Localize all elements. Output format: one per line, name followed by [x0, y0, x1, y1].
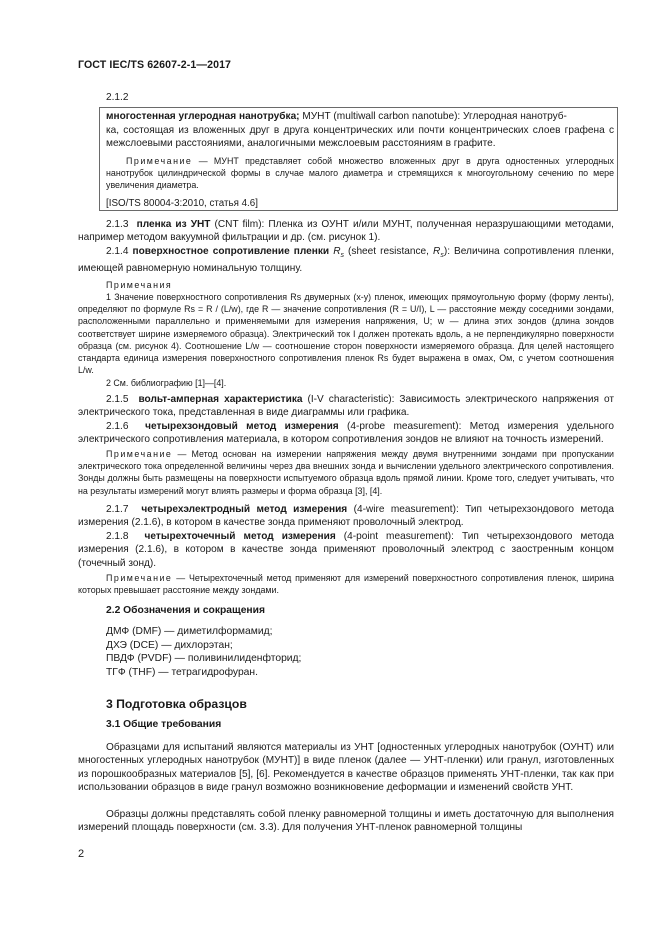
clause-2-1-6: 2.1.6 четырехзондовый метод измерения (4-probe measurement): Метод измерения удельного электрического сопротивления материала, в котором сопротивления зондов не влияют на точность измерений. — [78, 421, 614, 446]
section-heading-2-2: 2.2 Обозначения и сокращения — [106, 605, 265, 616]
clause-2-1-2: многостенная углеродная нанотрубка; МУНТ (multiwall carbon nanotube): Углеродная нанотруб- — [106, 111, 567, 122]
clause-2-1-2-definition: ка, состоящая из вложенных друг в друга концентрических или почти концентрических слоев графена с межслоевыми расстояниями, аналогичными межслоевым расстояниям в графите. — [106, 125, 614, 150]
term-2-1-5: вольт-амперная характеристика — [138, 394, 303, 405]
term-2-1-4: поверхностное сопротивление пленки — [132, 246, 330, 257]
clause-2-1-8: 2.1.8 четырехточечный метод измерения (4-point measurement): Тип четырехзондового метода измерения (2.1.6), в котором в качестве зонда применяют проволочный электрод с заостренным концом (точечный зонд). — [78, 531, 614, 569]
standard-header: ГОСТ IEC/TS 62607-2-1—2017 — [78, 59, 232, 71]
abbreviation-item: ДМФ (DMF) — диметилформамид; — [106, 626, 273, 637]
clause-2-1-3: 2.1.3 пленка из УНТ (CNT film): Пленка из ОУНТ и/или МУНТ, полученная неразрушающими методами, например методом вакуумной фильтрации и др. (см. рисунок 1). — [78, 219, 614, 244]
clause-number-2-1-2: 2.1.2 — [106, 92, 129, 103]
note-2-1-2: Примечание — МУНТ представляет собой множество вложенных друг в друга одностенных углеродных нанотрубок цилиндрической формы в случае малого диаметра и стремящихся к многоугольному сечению по мере увеличения диаметра. — [106, 156, 614, 191]
abbreviation-item: ДХЭ (DCE) — дихлорэтан; — [106, 640, 233, 651]
paragraph-3-1-b: Образцы должны представлять собой пленку равномерной толщины и иметь достаточную для выполнения измерений площадь поверхности (см. 3.3). Для получения УНТ-пленок равномерной толщины — [78, 809, 614, 834]
note-1-2-1-4: 1 Значение поверхностного сопротивления Rs двумерных (x-y) пленок, имеющих прямоугольную форму (форму ленты), определяют по формуле Rs = R / (L/w), где R — значение сопротивления (R = U/I), L — расстояние между соседними зондами, расположенными параллельно и применяемыми для измерения напряжения, U; w — длина этих зондов (длина зондов соответствует ширине измеряемого образца). Электрический ток I должен протекать вдоль, а не перпендикулярно поверхности образца (см. рисунок 4). Соотношение L/w — соотношение сторон поверхности измеряемого образца. Для целей настоящего стандарта единица измерения поверхностного сопротивления пленок Rs будет выражена в омах, Ом, с учетом соотношения L/w. — [78, 292, 614, 376]
term-2-1-3: пленка из УНТ — [136, 219, 211, 230]
term-2-1-7: четырехэлектродный метод измерения — [141, 504, 348, 515]
clause-2-1-5: 2.1.5 вольт-амперная характеристика (I-V characteristic): Зависимость электрического напряжения от электрического тока, представленная в виде диаграммы или графика. — [78, 394, 614, 419]
abbreviation-item: ТГФ (THF) — тетрагидрофуран. — [106, 667, 258, 678]
notes-label-2-1-4: Примечания — [106, 280, 173, 290]
paragraph-3-1-a: Образцами для испытаний являются материалы из УНТ [одностенных углеродных нанотрубок (ОУНТ) или многостенных углеродных нанотрубок (МУНТ)] в виде пленок (далее — УНТ-пленки) или гранул, изготовленных из порошкообразных материалов [5], [6]. Рекомендуется в качестве образцов применять УНТ-пленки, так как при использовании образцов в виде гранул возможно возникновение деформации и изменений свойств УНТ. — [78, 742, 614, 794]
term-2-1-2: многостенная углеродная нанотрубка; — [106, 111, 300, 122]
reference-2-1-2: [ISO/TS 80004-3:2010, статья 4.6] — [106, 198, 258, 209]
clause-2-1-4: 2.1.4 поверхностное сопротивление пленки $R_s$ (sheet resistance, $R_s$): Величина сопротивления пленки, имеющей равномерную номинальную толщину. — [78, 246, 615, 275]
note-2-1-6: Примечание — Метод основан на измерении напряжения между двумя внутренними зондами при пропускании электрического тока определенной величины через два внешних зонда и вычислении удельного электрического сопротивления. Зонды должны быть размещены на поверхности испытуемого образца вдоль прямой линии. Кроме того, следует учитывать, что на результаты измерений могут влиять размеры и форма образца [3], [4]. — [78, 449, 614, 496]
term-2-1-8: четырехточечный метод измерения — [144, 531, 336, 542]
clause-2-1-7: 2.1.7 четырехэлектродный метод измерения (4-wire measurement): Тип четырехзондового метода измерения (2.1.6), в котором в качестве зонда применяют проволочный электрод. — [78, 504, 615, 529]
page-number: 2 — [78, 848, 85, 860]
abbreviation-item: ПВДФ (PVDF) — поливинилиденфторид; — [106, 653, 302, 664]
section-heading-3: 3 Подготовка образцов — [106, 697, 247, 711]
note-2-1-8: Примечание — Четырехточечный метод применяют для измерений поверхностного сопротивления пленок, ширина которых превышает расстояние между зондами. — [78, 573, 614, 596]
section-heading-3-1: 3.1 Общие требования — [106, 719, 222, 730]
note-2-2-1-4: 2 См. библиографию [1]—[4]. — [106, 378, 227, 388]
term-2-1-6: четырехзондовый метод измерения — [145, 421, 339, 432]
